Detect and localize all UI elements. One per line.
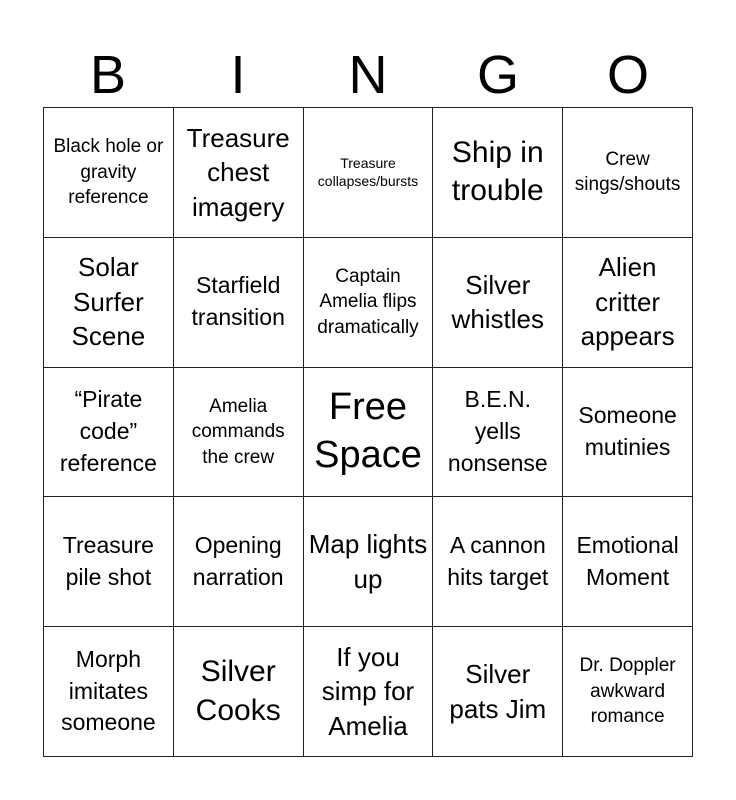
free-space-cell[interactable] — [304, 368, 434, 498]
cell-label: Captain Amelia flips dramatically — [317, 265, 419, 339]
header-letter-b: B — [89, 45, 127, 105]
bingo-cell[interactable] — [563, 368, 693, 498]
bingo-cell[interactable] — [174, 627, 304, 757]
cell-label: Silver whistles — [451, 269, 545, 335]
bingo-cell[interactable] — [433, 627, 563, 757]
cell-label: Alien critter appears — [580, 252, 675, 352]
cell-label: Treasure chest imagery — [186, 122, 290, 222]
bingo-board — [43, 107, 693, 757]
cell-label: Starfield transition — [191, 272, 285, 331]
bingo-cell[interactable] — [174, 368, 304, 498]
bingo-cell[interactable] — [174, 238, 304, 368]
cell-label: Crew sings/shouts — [574, 148, 681, 196]
bingo-cell[interactable] — [563, 627, 693, 757]
bingo-cell[interactable] — [563, 497, 693, 627]
bingo-cell[interactable] — [44, 108, 174, 238]
cell-label: “Pirate code” reference — [59, 386, 157, 476]
bingo-cell[interactable] — [304, 627, 434, 757]
bingo-cell[interactable] — [433, 238, 563, 368]
cell-label: Silver Cooks — [195, 655, 281, 727]
cell-label: Treasure pile shot — [62, 532, 154, 590]
cell-label: Someone mutinies — [578, 402, 677, 460]
bingo-cell[interactable] — [433, 108, 563, 238]
header-letter-o: O — [606, 45, 649, 105]
cell-label: Emotional Moment — [576, 532, 679, 590]
bingo-cell[interactable] — [174, 108, 304, 238]
cell-label: Morph imitates someone — [61, 645, 156, 736]
bingo-cell[interactable] — [304, 108, 434, 238]
bingo-cell[interactable] — [563, 108, 693, 238]
bingo-cell[interactable] — [304, 497, 434, 627]
header-letter-i: I — [230, 45, 246, 105]
cell-label: Amelia commands the crew — [191, 395, 285, 468]
cell-label: Solar Surfer Scene — [71, 252, 146, 352]
header-letter-g: G — [476, 45, 519, 105]
cell-label: If you simp for Amelia — [321, 641, 415, 741]
header-letter-n: N — [348, 45, 388, 105]
cell-label: Treasure collapses/bursts — [317, 154, 419, 190]
bingo-header — [43, 42, 693, 108]
cell-label: Dr. Doppler awkward romance — [579, 655, 676, 728]
cell-label: Free Space — [314, 386, 422, 476]
bingo-cell[interactable] — [44, 368, 174, 498]
bingo-cell[interactable] — [44, 497, 174, 627]
bingo-cell[interactable] — [433, 497, 563, 627]
cell-label: Opening narration — [192, 532, 284, 590]
cell-label: Silver pats Jim — [449, 659, 547, 724]
cell-label: B.E.N. yells nonsense — [447, 386, 548, 476]
cell-label: Black hole or gravity reference — [53, 135, 164, 209]
bingo-cell[interactable] — [304, 238, 434, 368]
cell-label: Map lights up — [308, 529, 428, 594]
bingo-cell[interactable] — [174, 497, 304, 627]
bingo-cell[interactable] — [563, 238, 693, 368]
bingo-cell[interactable] — [433, 368, 563, 498]
bingo-cell[interactable] — [44, 238, 174, 368]
cell-label: A cannon hits target — [447, 532, 549, 590]
bingo-cell[interactable] — [44, 627, 174, 757]
cell-label: Ship in trouble — [451, 136, 544, 208]
